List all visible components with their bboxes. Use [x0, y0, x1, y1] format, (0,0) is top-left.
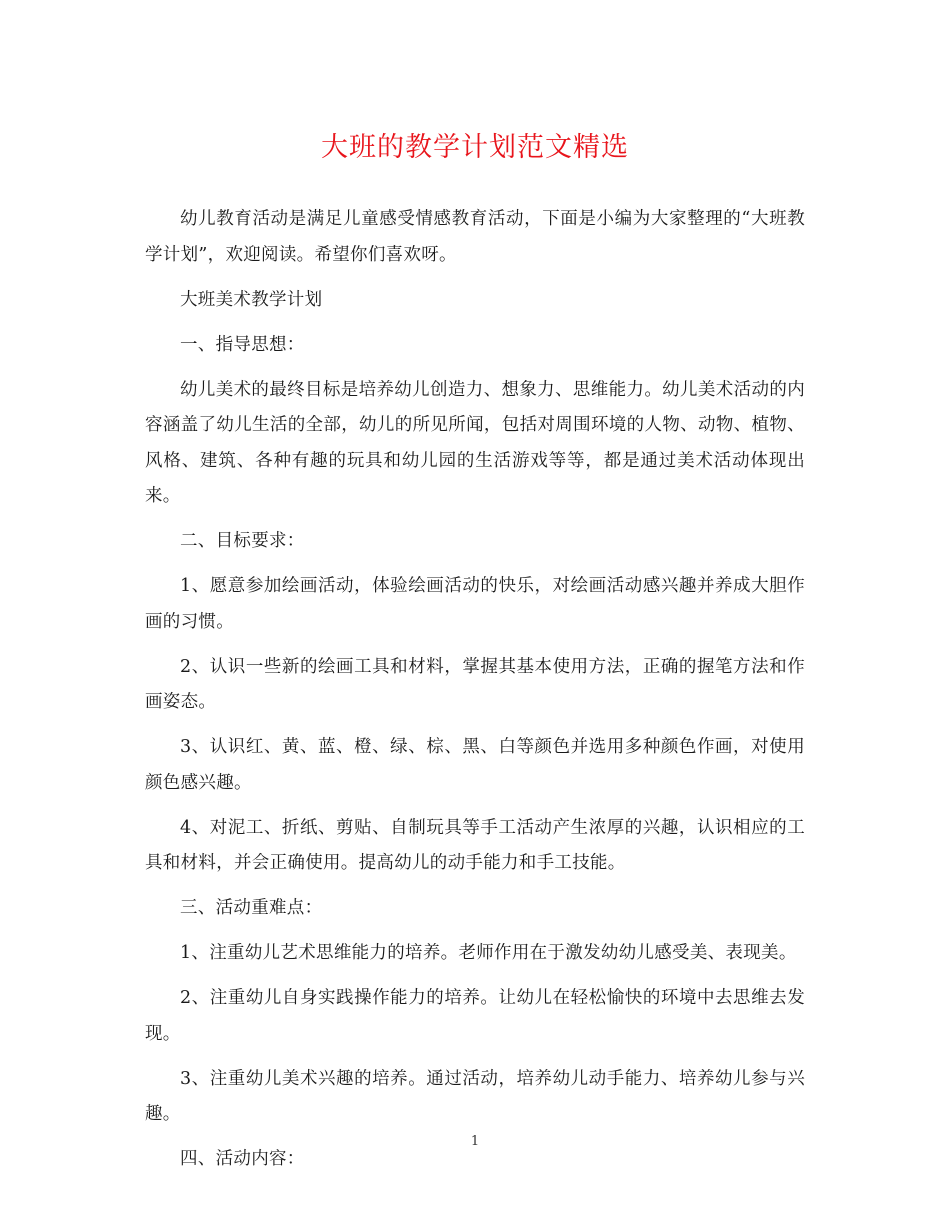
- key-point-item-2: 2、注重幼儿自身实践操作能力的培养。让幼儿在轻松愉快的环境中去思维去发现。: [145, 988, 805, 1044]
- goal-item-4: 4、对泥工、折纸、剪贴、自制玩具等手工活动产生浓厚的兴趣，认识相应的工具和材料，并会正确使用。提高幼儿的动手能力和手工技能。: [145, 817, 805, 873]
- section-heading-plan: 大班美术教学计划: [180, 289, 323, 310]
- goal-item-1: 1、愿意参加绘画活动，体验绘画活动的快乐，对绘画活动感兴趣并养成大胆作画的习惯。: [145, 576, 805, 632]
- document-title: 大班的教学计划范文精选: [321, 132, 629, 163]
- section-heading-activities: 四、活动内容：: [180, 1149, 305, 1169]
- key-point-item-3: 3、注重幼儿美术兴趣的培养。通过活动，培养幼儿动手能力、培养幼儿参与兴趣。: [145, 1068, 805, 1124]
- goal-item-2: 2、认识一些新的绘画工具和材料，掌握其基本使用方法，正确的握笔方法和作画姿态。: [145, 656, 805, 712]
- key-point-item-1: 1、注重幼儿艺术思维能力的培养。老师作用在于激发幼幼儿感受美、表现美。: [180, 943, 797, 963]
- section-heading-goals: 二、目标要求：: [180, 531, 305, 551]
- section-heading-guiding-ideas: 一、指导思想：: [180, 334, 305, 355]
- intro-paragraph: 幼儿教育活动是满足儿童感受情感教育活动，下面是小编为大家整理的“大班教学计划”，欢迎阅读。希望你们喜欢呀。: [145, 209, 805, 265]
- page-number: 1: [470, 1134, 480, 1149]
- guiding-ideas-paragraph: 幼儿美术的最终目标是培养幼儿创造力、想象力、思维能力。幼儿美术活动的内容涵盖了幼儿生活的全部，幼儿的所见所闻，包括对周围环境的人物、动物、植物、风格、建筑、各种有趣的玩具和幼儿园的生活游戏等等，都是通过美术活动体现出来。: [145, 379, 805, 506]
- section-heading-key-points: 三、活动重难点：: [180, 898, 323, 918]
- goal-item-3: 3、认识红、黄、蓝、橙、绿、棕、黑、白等颜色并选用多种颜色作画，对使用颜色感兴趣。: [145, 737, 805, 793]
- document-body: [145, 202, 805, 1187]
